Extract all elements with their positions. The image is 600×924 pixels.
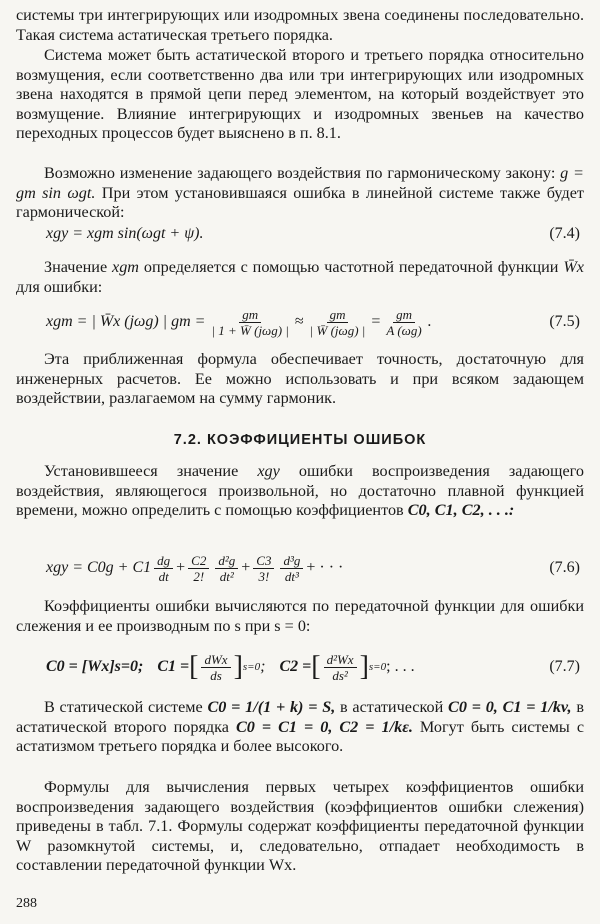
eq75-frac-2: [307, 307, 369, 338]
var-wx: W̄x: [563, 258, 584, 276]
paragraph-1: [16, 6, 584, 45]
eq75-end: .: [427, 313, 432, 330]
paragraph-9: [16, 778, 584, 876]
eq76-frac-c3: [253, 553, 274, 584]
paragraph-5: [16, 350, 584, 409]
eq76-frac-1-num: dg: [154, 553, 173, 569]
harmonic-law-formula: g = gm sin ωgt.: [16, 164, 584, 202]
eq77-sep-1: ;: [260, 658, 266, 675]
eq77-frac-1-num: dWx: [201, 652, 230, 668]
eq77-frac-2-num: d²Wx: [324, 652, 357, 668]
paragraph-3-text-a: Возможно изменение задающего воздействия по гармоническому закону:: [44, 164, 561, 182]
eq76-frac-4-num: C3: [253, 553, 274, 569]
astatic-formula: C0 = 0, C1 = 1/kv,: [448, 698, 572, 716]
eq77-sub-1: s=0: [242, 661, 261, 673]
eq77-frac-1: [201, 652, 230, 683]
eq76-frac-c2: [188, 553, 209, 584]
paragraph-6-text-b: ошибки воспроизведения задающего воздействия, являющегося произвольной, но достаточно плавной функцией времени, можно определить с помощью коэффициентов: [16, 462, 584, 520]
eq76-frac-d3g: [280, 553, 303, 584]
eq75-lhs: xgm = | W̄x (jωg) | gm =: [46, 313, 206, 330]
eq76-frac-dg-dt: [154, 553, 173, 584]
eq77-c0: C0 = [Wx]s=0;: [46, 658, 144, 675]
paragraph-7: [16, 597, 584, 636]
eq75-frac-2-num: gm: [327, 307, 349, 323]
eq77-c1: C1 =: [157, 658, 190, 675]
paragraph-4-text-a: Значение: [44, 258, 113, 276]
eq75-frac-3-den: A (ωg): [386, 322, 422, 338]
eq75-approx: ≈: [294, 313, 304, 330]
paragraph-4-text-b: определяется с помощью частотной передаточной функции: [139, 258, 564, 276]
eq76-frac-2-den: 2!: [193, 568, 205, 584]
eq75-frac-1: [208, 307, 291, 338]
paragraph-8-text-c: в астатической второго порядка: [16, 698, 584, 736]
paragraph-8: [16, 698, 584, 757]
astatic-second-order-formula: C0 = C1 = 0, C2 = 1/kε.: [235, 717, 413, 736]
equation-7-5-body: [46, 302, 432, 342]
eq76-frac-4-den: 3!: [258, 568, 270, 584]
paragraph-9-text: Формулы для вычисления первых четырех коэффициентов ошибки воспроизведения задающего воздействия (коэффициентов ошибки слежения) приведены в табл. 7.1. Формулы содержат коэффициенты передаточной функции W разомкнутой системы, и, следовательно, отпадает необходимость в составлении передаточной функции Wx.: [16, 778, 584, 875]
paragraph-8-text-b: в астатической: [335, 698, 449, 716]
eq76-plus-2: +: [241, 559, 251, 576]
eq77-sub-2: s=0: [368, 661, 387, 673]
eq76-frac-5-num: d³g: [280, 553, 303, 569]
equation-7-4: [16, 214, 584, 254]
section-heading: 7.2. КОЭФФИЦИЕНТЫ ОШИБОК: [173, 432, 427, 448]
eq76-frac-2-num: C2: [188, 553, 209, 569]
paragraph-6-text-a: Установившееся значение: [44, 462, 258, 480]
eq75-frac-2-den: | W̄ (jωg) |: [309, 322, 366, 338]
equation-7-6-body: [46, 548, 343, 588]
eq76-frac-1-den: dt: [158, 568, 169, 584]
eq76-frac-3-den: dt²: [219, 568, 234, 584]
static-system-formula: C0 = 1/(1 + k) = S,: [207, 698, 336, 716]
eq76-frac-3-num: d²g: [215, 553, 238, 569]
paragraph-3-text-b: При этом установившаяся ошибка в линейной системе также будет гармонической:: [16, 183, 584, 222]
equation-7-7-body: [46, 644, 415, 690]
equation-7-7-number: (7.7): [549, 658, 580, 675]
equation-7-5: [16, 302, 584, 342]
paragraph-7-text: Коэффициенты ошибки вычисляются по передаточной функции для ошибки слежения и ее производным по s при s = 0:: [16, 597, 584, 635]
eq77-frac-1-den: ds: [210, 667, 222, 683]
eq77-bracket-open-2: [: [311, 651, 321, 682]
eq76-frac-d2g: [215, 553, 238, 584]
coefficients-list: C0, C1, C2, . . .:: [407, 501, 515, 520]
eq75-equals: =: [371, 313, 381, 330]
page-number: 288: [16, 896, 37, 911]
paragraph-1-text: системы три интегрирующих или изодромных звена соединены последовательно. Такая система астатическая третьего порядка.: [16, 6, 584, 44]
eq77-frac-2: [324, 652, 357, 683]
eq77-frac-2-den: ds²: [332, 667, 348, 683]
equation-7-4-body: xgy = xgm sin(ωgt + ψ).: [46, 225, 204, 242]
eq76-tail: + · · ·: [306, 559, 344, 576]
eq76-lead: xgy = C0g + C1: [46, 559, 152, 576]
eq75-frac-1-den: | 1 + W̄ (jωg) |: [211, 322, 289, 338]
paragraph-8-text-d: Могут быть системы с астатизмом третьего порядка и более высокого.: [16, 717, 585, 756]
paragraph-5-text: Эта приближенная формула обеспечивает точность, достаточную для инженерных расчетов. Ее можно использовать и при всяком задающем воздействии, разлагаемом на сумму гармоник.: [16, 350, 584, 408]
equation-7-5-number: (7.5): [549, 313, 580, 330]
equation-7-4-number: (7.4): [549, 225, 580, 242]
eq77-bracket-open-1: [: [189, 651, 199, 682]
eq77-sep-2: ; . . .: [386, 658, 415, 675]
equation-7-6: [16, 548, 584, 588]
paragraph-8-text-a: В статической системе: [44, 698, 208, 716]
paragraph-2: [16, 46, 584, 144]
equation-7-7: [16, 644, 584, 690]
paragraph-2-text: Система может быть астатической второго и третьего порядка относительно возмущения, если соответственно два или три интегрирующих или изодромных звена находятся в прямой цепи перед элементом, на который воздействует это возмущение. Влияние интегрирующих и изодромных звеньев на качество переходных процессов будет выяснено в п. 8.1.: [16, 46, 584, 143]
eq76-plus-1: +: [176, 559, 186, 576]
paragraph-6: [16, 462, 584, 521]
eq77-c2: C2 =: [279, 658, 312, 675]
eq75-frac-3-num: gm: [393, 307, 415, 323]
paragraph-4: [16, 258, 584, 297]
var-xgy: xgy: [257, 462, 280, 480]
eq77-bracket-close-2: ]: [359, 651, 369, 682]
equation-7-6-number: (7.6): [549, 559, 580, 576]
eq77-bracket-close-1: ]: [233, 651, 243, 682]
eq75-frac-3: [383, 307, 424, 338]
paragraph-4-text-c: для ошибки:: [16, 277, 103, 296]
var-xgm: xgm: [112, 258, 139, 276]
eq75-frac-1-num: gm: [239, 307, 261, 323]
eq76-frac-5-den: dt³: [284, 568, 299, 584]
